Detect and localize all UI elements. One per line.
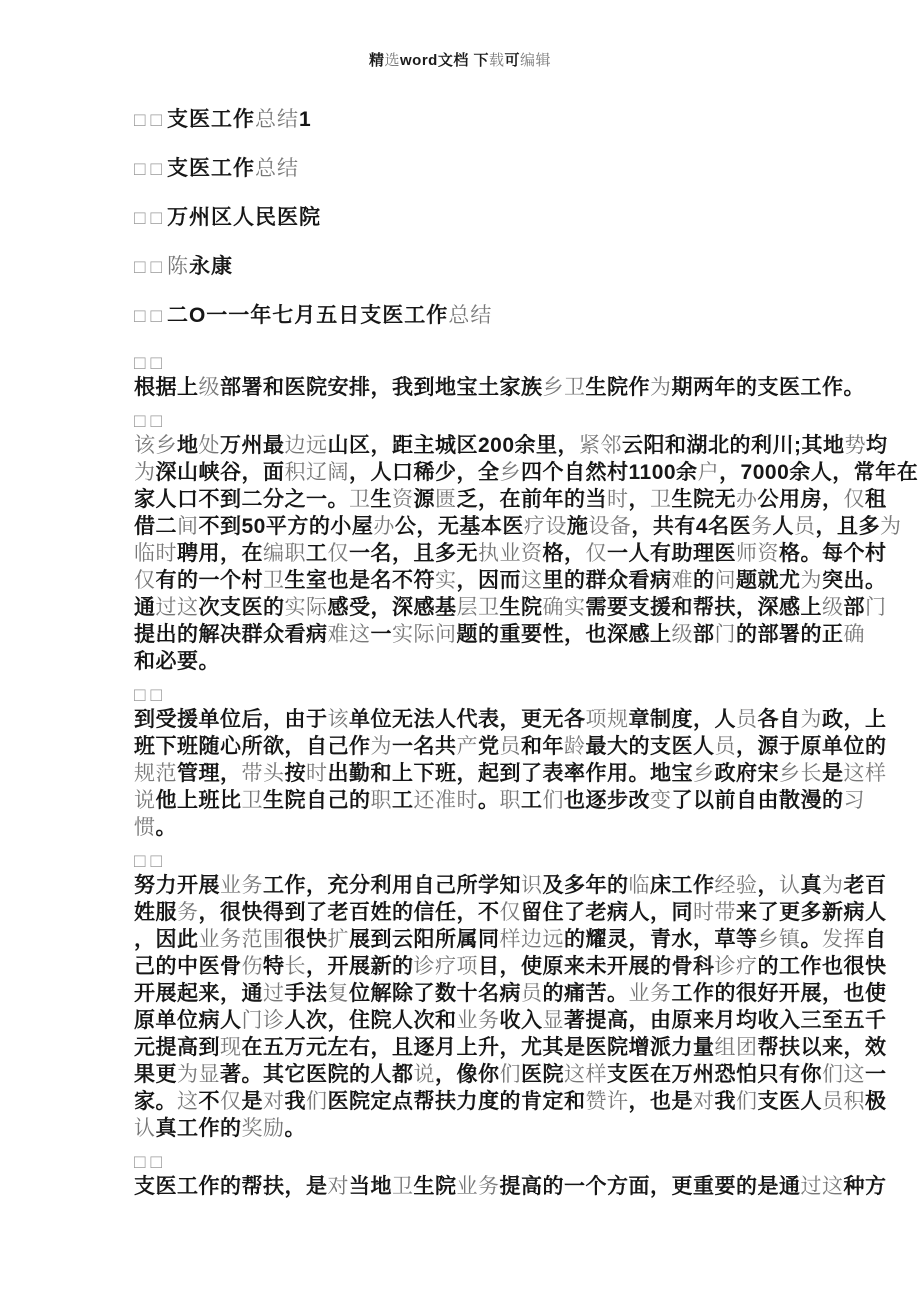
tofu-square: □ [134,1152,151,1173]
heading-line [134,255,806,279]
light-fallback-char: 势 [844,434,867,457]
text-line: □□支医工作总结 [134,157,299,180]
light-fallback-char: 师 [736,542,758,565]
light-fallback-char: 编 [263,542,285,565]
light-fallback-char: 带 [714,901,736,924]
light-fallback-char: 变 [650,789,672,812]
heading-line [134,157,806,181]
light-fallback-char: 员 [521,982,543,1005]
light-fallback-char: 卫 [263,569,285,592]
light-fallback-char: 务 [478,1009,500,1032]
text-line: 家。这不仅是对我们医院定点帮扶力度的肯定和赞许，也是对我们支医人员积极 [134,1090,887,1113]
light-fallback-char: 说 [134,789,156,812]
light-fallback-char: 们 [306,1090,328,1113]
text-line: 通过这次支医的实际感受，深感基层卫生院确实需要支援和帮扶，深感上级部门 [134,596,887,619]
light-fallback-char: 门 [714,623,736,646]
text-line: 开展起来，通过手法复位解除了数十名病员的痛苦。业务工作的很好开展，也使 [134,982,887,1005]
light-fallback-char: 这 [177,596,199,619]
tofu-square: □ [150,110,167,131]
light-fallback-char: 说 [413,1063,435,1086]
light-fallback-char: 诊 [714,955,736,978]
light-fallback-char: 总 [254,108,277,131]
light-fallback-char: 临 [628,874,650,897]
light-fallback-char: 识 [521,874,543,897]
light-fallback-char: 务 [751,515,773,538]
text-line: 原单位病人门诊人次，住院人次和业务收入显著提高，由原来月均收入三至五千 [134,1009,887,1032]
light-fallback-char: 实 [435,569,457,592]
light-fallback-char: 规 [134,762,156,785]
light-fallback-char: 处 [198,434,220,457]
light-fallback-char: 选 [384,52,400,69]
light-fallback-char: 执 [478,542,500,565]
light-fallback-char: 总 [254,157,277,180]
light-fallback-char: 邻 [600,434,623,457]
light-fallback-char: 业 [220,874,242,897]
light-fallback-char: 项 [585,708,607,731]
light-fallback-char: 时 [456,789,478,812]
text-line: 该乡地处万州最边远山区，距主城区200余里，紧邻云阳和湖北的利川;其地势均 [134,434,888,457]
light-fallback-char: 实 [284,596,306,619]
light-fallback-char: 员 [714,735,736,758]
light-fallback-char: 紧 [579,434,601,457]
text-line: 仅有的一个村卫生室也是名不符实，因而这里的群众看病难的问题就尤为突出。 [134,569,887,592]
light-fallback-char: 员 [736,708,758,731]
tofu-square: □ [134,306,151,327]
text-line: 和必要。 [134,650,220,673]
light-fallback-char: 这 [521,569,543,592]
text-line: 根据上级部署和医院安排，我到地宝土家族乡卫生院作为期两年的支医工作。 [134,376,865,399]
light-fallback-char: 时 [607,488,629,511]
tofu-square: □ [134,685,151,706]
light-fallback-char: 乡 [757,928,779,951]
light-fallback-char: 疗 [523,515,546,538]
light-fallback-char: 业 [499,542,521,565]
light-fallback-char: 职 [370,789,392,812]
light-fallback-char: 这 [843,1063,865,1086]
light-fallback-char: 仅 [327,542,349,565]
heading-line [134,304,806,328]
light-fallback-char: 办 [373,515,395,538]
tofu-square: □ [150,208,167,229]
light-fallback-char: 边 [521,928,543,951]
light-fallback-char: 资 [392,488,414,511]
light-fallback-char: 为 [800,569,822,592]
light-fallback-char: 时 [155,542,177,565]
light-fallback-char: 奖 [241,1117,263,1140]
light-fallback-char: 间 [177,515,199,538]
light-fallback-char: 经 [714,874,736,897]
tofu-square: □ [134,257,151,278]
light-fallback-char: 伤 [241,955,263,978]
light-fallback-char: 疗 [736,955,758,978]
placeholder-squares [134,1152,806,1173]
light-fallback-char: 对 [263,1090,285,1113]
text-line: □□支医工作总结1 [134,108,312,131]
light-fallback-char: 赞 [585,1090,607,1113]
light-fallback-char: 该 [327,708,349,731]
light-fallback-char: 务 [478,1175,500,1198]
light-fallback-char: 显 [542,1009,564,1032]
light-fallback-char: 难 [327,623,349,646]
light-fallback-char: 卫 [392,1175,414,1198]
light-fallback-char: 确 [843,623,865,646]
light-fallback-char: 这 [564,1063,586,1086]
light-fallback-char: 诊 [263,1009,285,1032]
light-fallback-char: 乡 [542,376,564,399]
text-line: 努力开展业务工作，充分利用自己所学知识及多年的临床工作经验，认真为老百 [134,874,887,897]
light-fallback-char: 为 [800,708,822,731]
light-fallback-char: 们 [499,1063,521,1086]
light-fallback-char: 诊 [413,955,435,978]
light-fallback-char: 员 [499,735,521,758]
light-fallback-char: 层 [456,596,478,619]
light-fallback-char: 总 [448,304,471,327]
light-fallback-char: 辽 [306,461,328,484]
light-fallback-char: 编 [520,52,536,69]
light-fallback-char: 对 [693,1090,715,1113]
text-line: ，因此业务范围很快扩展到云阳所属同样边远的耀灵，青水，草等乡镇。发挥自 [134,928,887,951]
tofu-square: □ [134,353,151,374]
body-paragraph [134,851,887,1142]
text-line: 到受援单位后，由于该单位无法人代表，更无各项规章制度，人员各自为政，上 [134,708,887,731]
light-fallback-char: 这 [843,762,865,785]
text-line: 家人口不到二分之一。卫生资源匮乏，在前年的当时，卫生院无办公用房，仅租 [134,488,887,511]
light-fallback-char: 励 [263,1117,285,1140]
light-fallback-char: 乡 [499,461,521,484]
light-fallback-char: 边 [284,434,306,457]
light-fallback-char: 为 [880,515,902,538]
light-fallback-char: 团 [736,1036,758,1059]
text-line: 认真工作的奖励。 [134,1117,306,1140]
light-fallback-char: 问 [714,569,736,592]
light-fallback-char: 门 [865,596,887,619]
watermark-header: 精选word文档 下载可编辑 [368,52,552,69]
light-fallback-char: 们 [736,1090,758,1113]
tofu-square: □ [150,411,167,432]
light-fallback-char: 显 [198,1063,220,1086]
light-fallback-char: 匮 [435,488,457,511]
text-line: 姓服务，很快得到了老百姓的信任，不仅留住了老病人，同时带来了更多新病人 [134,901,887,924]
light-fallback-char: 镇 [779,928,801,951]
light-fallback-char: 设 [588,515,610,538]
tofu-square: □ [134,411,151,432]
light-fallback-char: 发 [822,928,844,951]
light-fallback-char: 级 [198,376,220,399]
light-fallback-char: 为 [134,461,156,484]
light-fallback-char: 务 [650,982,672,1005]
light-fallback-char: 认 [134,1117,156,1140]
light-fallback-char: 资 [757,542,779,565]
light-fallback-char: 职 [284,542,306,565]
light-fallback-char: 仅 [843,488,865,511]
light-fallback-char: 项 [456,955,478,978]
light-fallback-char: 样 [865,762,887,785]
light-fallback-char: 为 [650,376,672,399]
light-fallback-char: 围 [263,928,285,951]
light-fallback-char: 资 [521,542,543,565]
text-line: □□陈永康 [134,255,233,278]
light-fallback-char: 业 [456,1175,478,1198]
light-fallback-char: 际 [413,623,435,646]
light-fallback-char: 范 [155,762,177,785]
light-fallback-char: 卫 [478,596,500,619]
light-fallback-char: 际 [306,596,328,619]
tofu-square: □ [150,851,167,872]
placeholder-squares [134,851,806,872]
tofu-square: □ [134,159,151,180]
light-fallback-char: 们 [542,789,564,812]
light-fallback-char: 们 [822,1063,844,1086]
light-fallback-char: 备 [609,515,632,538]
text-line: 己的中医骨伤特长，开展新的诊疗项目，使原来未开展的骨科诊疗的工作也很快 [134,955,887,978]
tofu-square: □ [150,159,167,180]
light-fallback-char: 还 [413,789,435,812]
light-fallback-char: 载 [488,52,505,69]
light-fallback-char: 这 [822,1175,844,1198]
light-fallback-char: 范 [241,928,263,951]
light-fallback-char: 员 [822,1090,844,1113]
light-fallback-char: 办 [736,488,758,511]
light-fallback-char: 仅 [499,901,521,924]
light-fallback-char: 员 [794,515,816,538]
light-fallback-char: 结 [276,108,299,131]
light-fallback-char: 实 [392,623,414,646]
light-fallback-char: 许 [607,1090,629,1113]
placeholder-squares [134,685,806,706]
light-fallback-char: 业 [456,1009,478,1032]
light-fallback-char: 业 [198,928,220,951]
light-fallback-char: 务 [241,874,263,897]
light-fallback-char: 务 [220,928,242,951]
text-line: □□二O一一年七月五日支医工作总结 [134,304,493,327]
text-line: 为深山峡谷，面积辽阔，人口稀少，全乡四个自然村1100余户，7000余人，常年在 [134,461,919,484]
tofu-square: □ [134,110,151,131]
body-paragraph [134,1152,887,1200]
tofu-square: □ [134,208,151,229]
light-fallback-char: 为 [177,1063,199,1086]
light-fallback-char: 务 [177,901,199,924]
placeholder-squares [134,353,806,374]
light-fallback-char: 乡 [779,762,801,785]
light-fallback-char: 实 [564,596,586,619]
tofu-square: □ [150,353,167,374]
light-fallback-char: 业 [628,982,650,1005]
light-fallback-char: 现 [220,1036,242,1059]
light-fallback-char: 级 [671,623,693,646]
light-fallback-char: 龄 [564,735,586,758]
light-fallback-char: 时 [306,762,328,785]
light-fallback-char: 过 [155,596,177,619]
light-fallback-char: 难 [671,569,693,592]
light-fallback-char: 卫 [564,376,586,399]
tofu-square: □ [134,851,151,872]
light-fallback-char: 时 [693,901,715,924]
light-fallback-char: 辑 [535,52,552,69]
light-fallback-char: 卫 [650,488,672,511]
light-fallback-char: 户 [697,461,720,484]
light-fallback-char: 设 [545,515,567,538]
light-fallback-char: 阔 [327,461,349,484]
light-fallback-char: 结 [470,304,493,327]
text-line: 提出的解决群众看病难这一实际问题的重要性，也深感上级部门的部署的正确 [134,623,865,646]
light-fallback-char: 这 [349,623,371,646]
light-fallback-char: 准 [435,789,457,812]
light-fallback-char: 仅 [220,1090,242,1113]
light-fallback-char: 门 [241,1009,263,1032]
tofu-square: □ [150,257,167,278]
light-fallback-char: 样 [585,1063,607,1086]
text-line: 班下班随心所欲，自己作为一名共产党员和年龄最大的支医人员，源于原单位的 [134,735,887,758]
light-fallback-char: 头 [263,762,285,785]
text-line: 元提高到现在五万元左右，且逐月上升，尤其是医院增派力量组团帮扶以来，效 [134,1036,887,1059]
tofu-square: □ [150,685,167,706]
text-line: 惯。 [134,816,177,839]
light-fallback-char: 习 [843,789,865,812]
light-fallback-char: 这 [177,1090,199,1113]
light-fallback-char: 卫 [349,488,371,511]
light-fallback-char: 远 [542,928,564,951]
light-fallback-char: 认 [779,874,801,897]
light-fallback-char: 组 [714,1036,736,1059]
light-fallback-char: 乡 [155,434,177,457]
light-fallback-char: 为 [822,874,844,897]
light-fallback-char: 规 [607,708,629,731]
light-fallback-char: 乡 [693,762,715,785]
light-fallback-char: 挥 [843,928,865,951]
light-fallback-char: 长 [800,762,822,785]
light-fallback-char: 级 [822,596,844,619]
light-fallback-char: 问 [435,623,457,646]
heading-line [134,206,806,230]
light-fallback-char: 该 [134,434,156,457]
light-fallback-char: 积 [284,461,306,484]
body-paragraph [134,685,887,841]
light-fallback-char: 为 [370,735,392,758]
light-fallback-char: 确 [542,596,564,619]
light-fallback-char: 过 [800,1175,822,1198]
text-line: 规范管理，带头按时出勤和上下班，起到了表率作用。地宝乡政府宋乡长是这样 [134,762,887,785]
light-fallback-char: 陈 [166,255,189,278]
light-fallback-char: 仅 [585,542,607,565]
light-fallback-char: 疗 [435,955,457,978]
light-fallback-char: 惯 [134,816,156,839]
light-fallback-char: 产 [456,735,478,758]
light-fallback-char: 过 [263,982,285,1005]
light-fallback-char: 卫 [241,789,263,812]
tofu-square: □ [150,306,167,327]
light-fallback-char: 带 [241,762,263,785]
text-line: 支医工作的帮扶，是对当地卫生院业务提高的一个方面，更重要的是通过这种方 [134,1175,887,1198]
text-line: □□万州区人民医院 [134,206,321,229]
light-fallback-char: 积 [843,1090,865,1113]
light-fallback-char: 复 [327,982,349,1005]
body-paragraph [134,353,865,401]
light-fallback-char: 长 [284,955,306,978]
document-body [134,108,919,1210]
light-fallback-char: 样 [499,928,521,951]
light-fallback-char: 远 [306,434,328,457]
heading-line [134,108,806,132]
light-fallback-char: 职 [499,789,521,812]
body-paragraph [134,411,919,675]
light-fallback-char: 临 [134,542,156,565]
text-line: 果更为显著。其它医院的人都说，像你们医院这样支医在万州恐怕只有你们这一 [134,1063,887,1086]
light-fallback-char: 验 [736,874,758,897]
light-fallback-char: 扩 [327,928,349,951]
light-fallback-char: 仅 [134,569,156,592]
placeholder-squares [134,411,806,432]
light-fallback-char: 结 [276,157,299,180]
text-line: 说他上班比卫生院自己的职工还准时。职工们也逐步改变了以前自由散漫的习 [134,789,865,812]
text-line: 借二间不到50平方的小屋办公，无基本医疗设施设备，共有4名医务人员，且多为 [134,515,902,538]
text-line: 临时聘用，在编职工仅一名，且多无执业资格，仅一人有助理医师资格。每个村 [134,542,887,565]
tofu-square: □ [150,1152,167,1173]
light-fallback-char: 对 [327,1175,349,1198]
